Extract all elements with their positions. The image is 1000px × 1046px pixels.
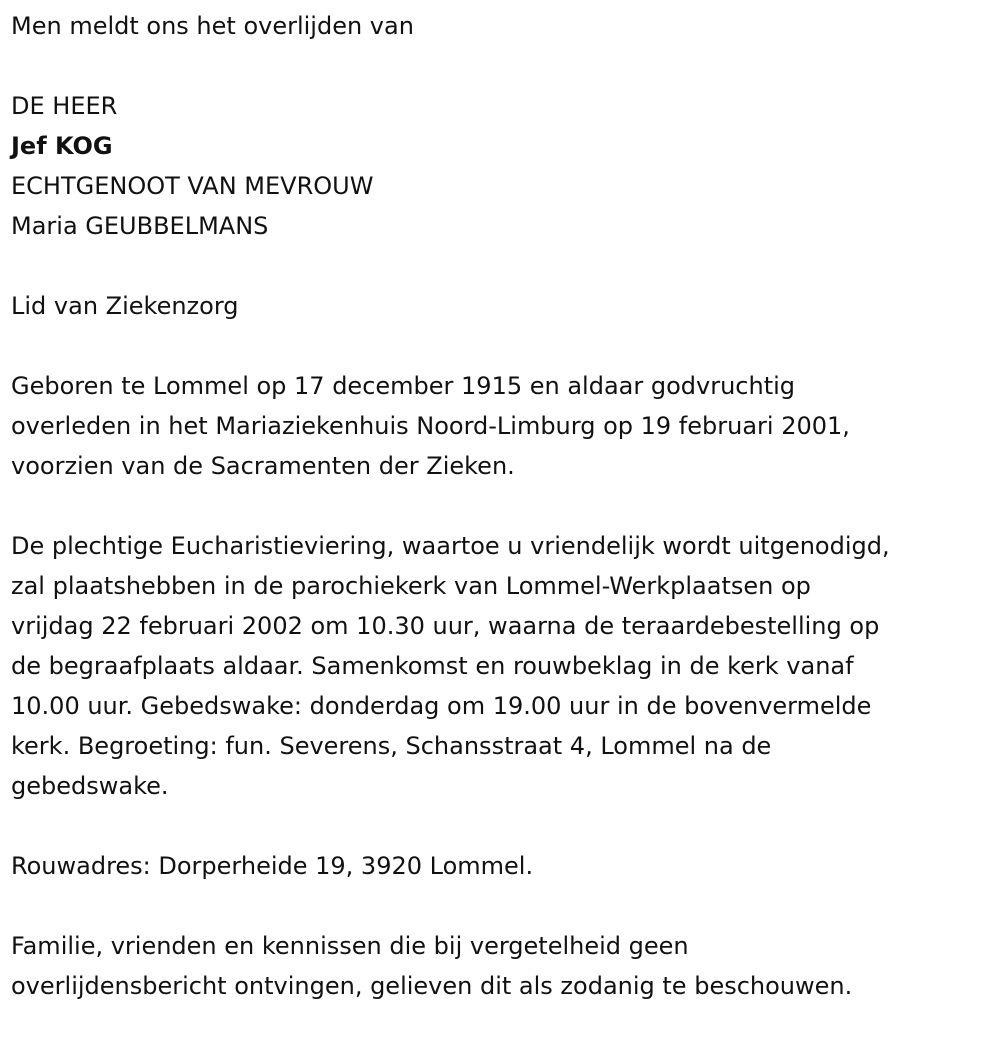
spacer — [11, 246, 996, 286]
funeral-paragraph — [11, 526, 996, 806]
spacer — [11, 486, 996, 526]
spacer — [11, 806, 996, 846]
spouse-prefix: ECHTGENOOT VAN MEVROUW — [11, 172, 374, 200]
paragraph-line: de begraafplaats aldaar. Samenkomst en rouwbeklag in de kerk vanaf — [11, 652, 854, 680]
paragraph-line: De plechtige Eucharistieviering, waartoe u vriendelijk wordt uitgenodigd, — [11, 532, 890, 560]
closing-paragraph — [11, 926, 996, 1006]
paragraph-line: zal plaatshebben in de parochiekerk van Lommel-Werkplaatsen op — [11, 572, 811, 600]
paragraph-line: 10.00 uur. Gebedswake: donderdag om 19.00 uur in de bovenvermelde — [11, 692, 872, 720]
paragraph-line: vrijdag 22 februari 2002 om 10.30 uur, waarna de teraardebestelling op — [11, 612, 880, 640]
paragraph-line: overlijdensbericht ontvingen, gelieven dit als zodanig te beschouwen. — [11, 972, 853, 1000]
birth-death-paragraph — [11, 366, 996, 486]
intro-text: Men meldt ons het overlijden van — [11, 12, 414, 40]
membership: Lid van Ziekenzorg — [11, 292, 239, 320]
spacer — [11, 46, 996, 86]
salutation: DE HEER — [11, 92, 118, 120]
death-notice — [11, 0, 996, 1006]
spacer — [11, 886, 996, 926]
spouse-name: Maria GEUBBELMANS — [11, 212, 269, 240]
paragraph-line: kerk. Begroeting: fun. Severens, Schansstraat 4, Lommel na de — [11, 732, 772, 760]
paragraph-line: voorzien van de Sacramenten der Zieken. — [11, 452, 515, 480]
deceased-name: Jef KOG — [11, 132, 113, 160]
paragraph-line: overleden in het Mariaziekenhuis Noord-Limburg op 19 februari 2001, — [11, 412, 850, 440]
spacer — [11, 326, 996, 366]
mourning-address: Rouwadres: Dorperheide 19, 3920 Lommel. — [11, 852, 534, 880]
paragraph-line: Geboren te Lommel op 17 december 1915 en aldaar godvruchtig — [11, 372, 796, 400]
paragraph-line: gebedswake. — [11, 772, 169, 800]
paragraph-line: Familie, vrienden en kennissen die bij vergetelheid geen — [11, 932, 689, 960]
